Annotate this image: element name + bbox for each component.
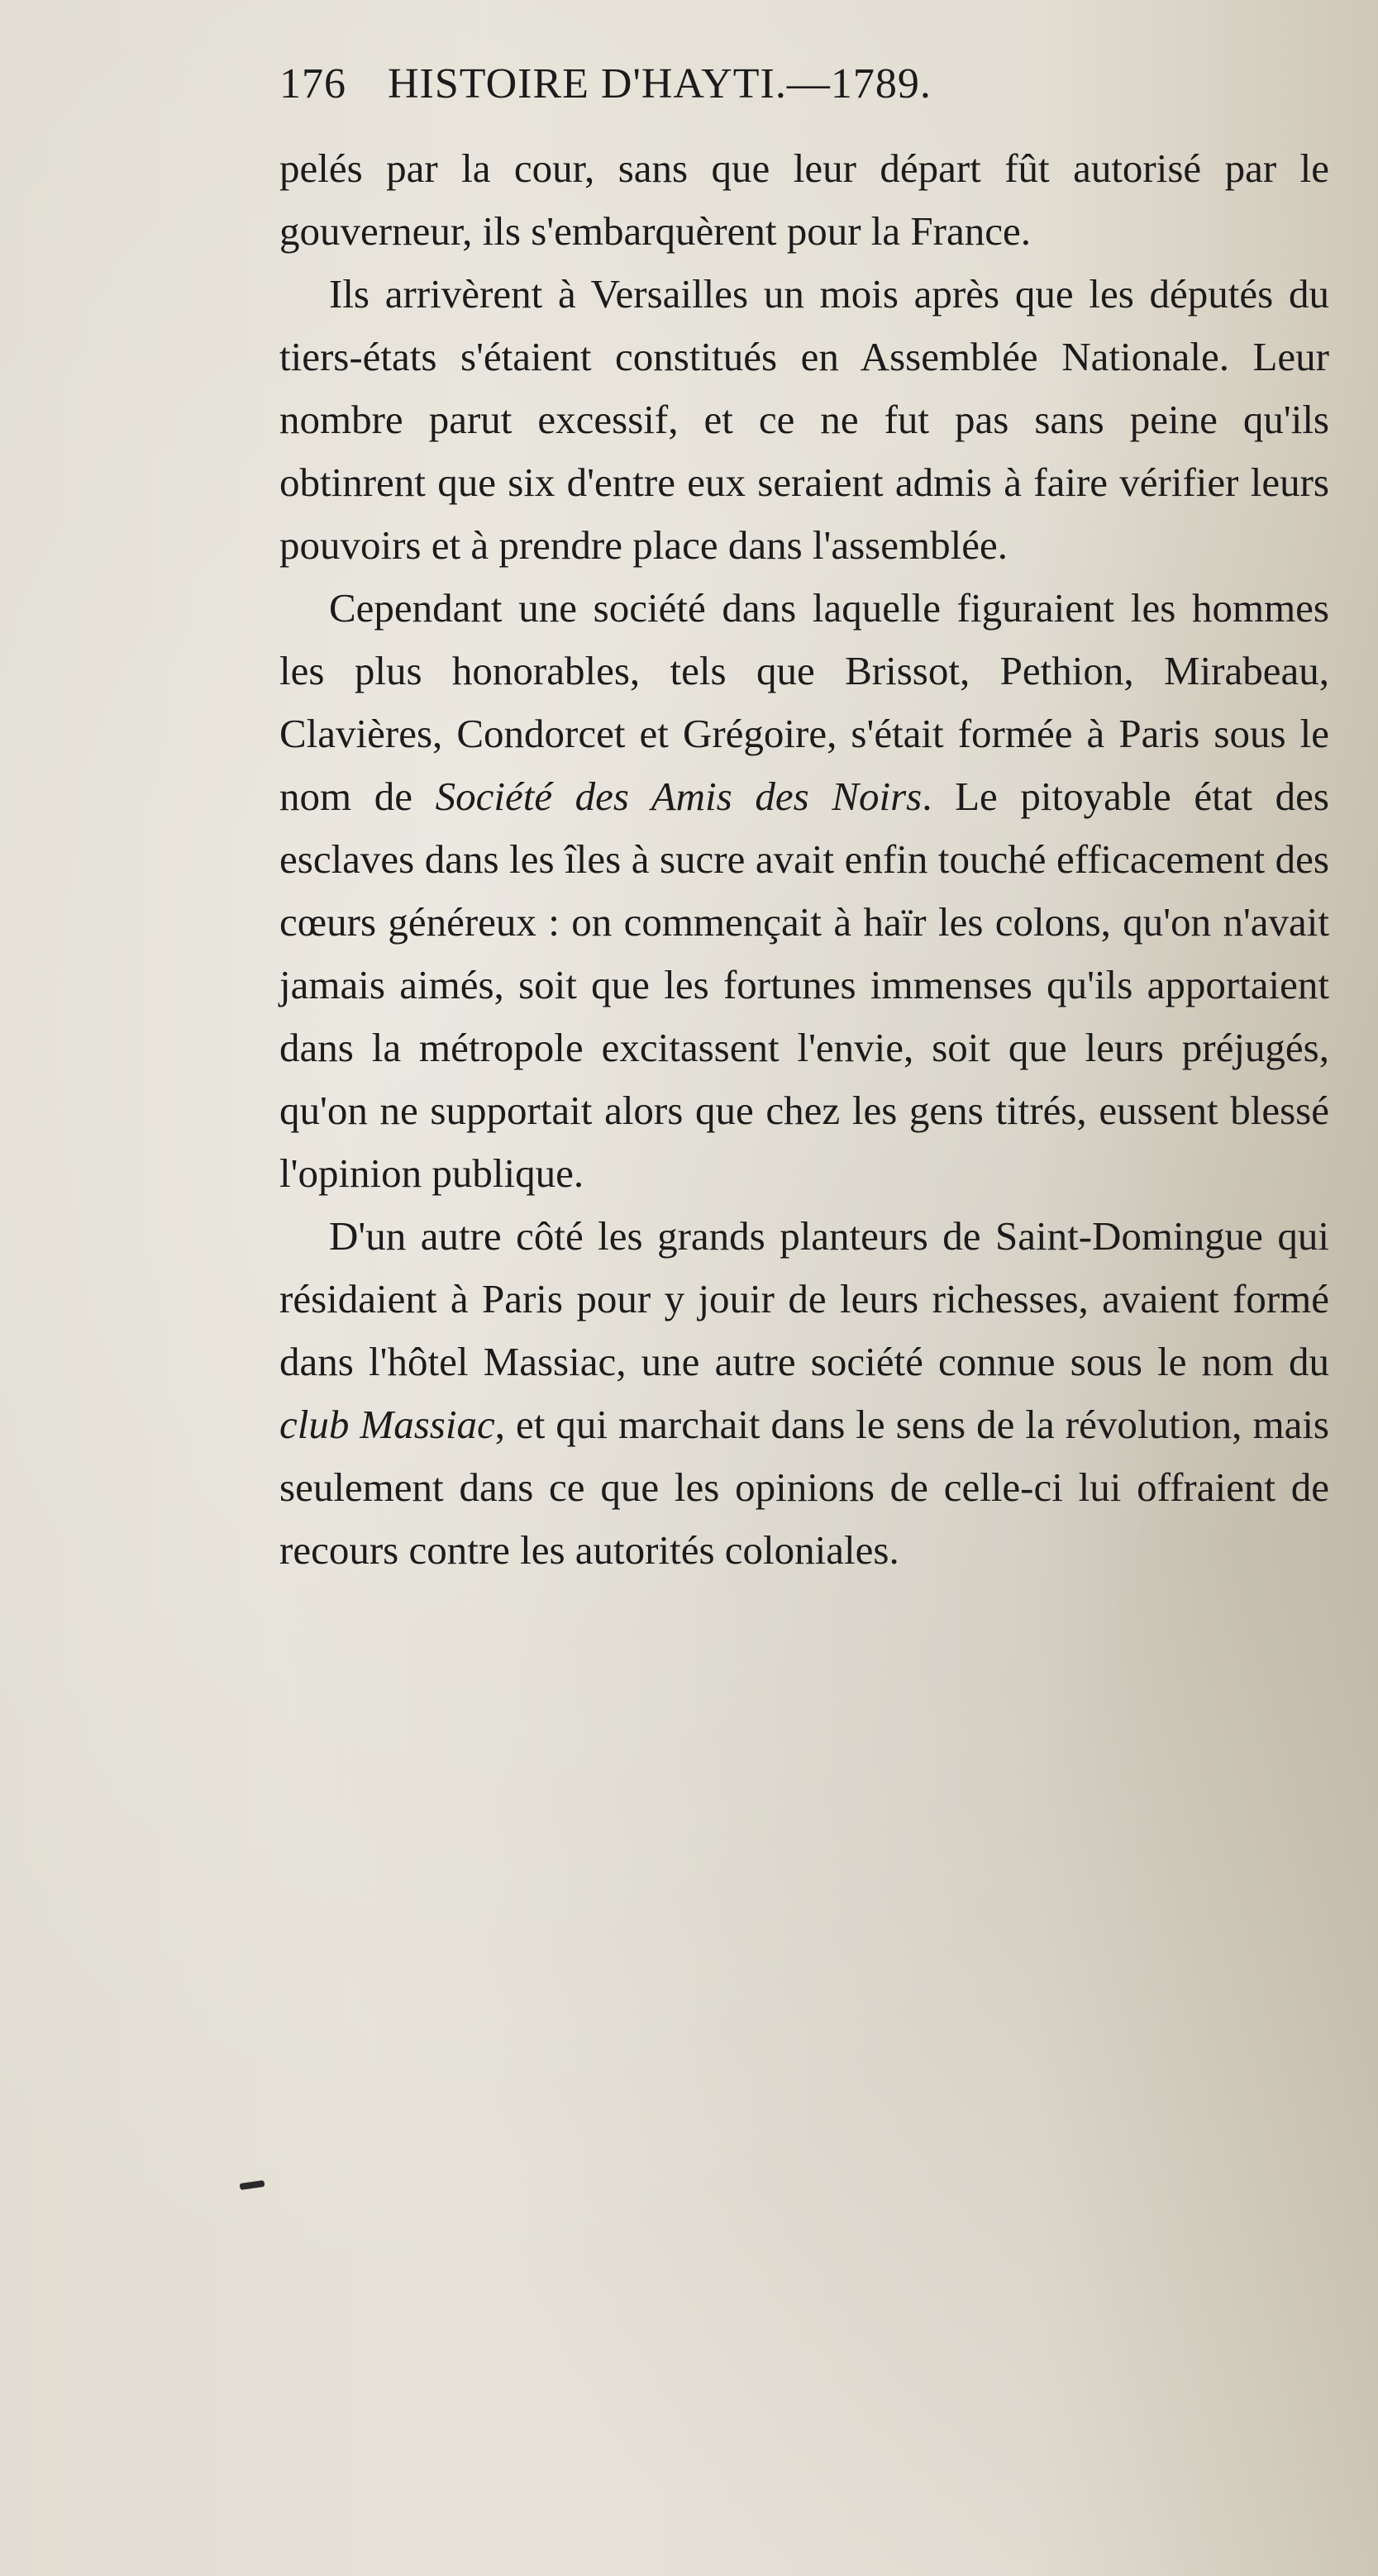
- running-title: HISTOIRE D'HAYTI.—1789.: [388, 60, 932, 107]
- paragraph: [279, 137, 1329, 263]
- paragraph-text: pelés par la cour, sans que leur départ fût autorisé par le gouverneur, ils s'embarquèrent pour la France.: [279, 145, 1329, 254]
- ink-speck: [240, 2180, 265, 2190]
- running-head: [279, 60, 1329, 109]
- paragraph-text: . Le pitoyable état des esclaves dans les îles à sucre avait enfin touché efficacement des cœurs généreux : on commençait à haïr les colons, qu'on n'avait jamais aimés, soit que les fortunes immenses qu'ils apportaient dans la métropole excitassent l'envie, soit que leurs préjugés, qu'on ne supportait alors que chez les gens titrés, eussent blessé l'opinion publique.: [279, 774, 1329, 1196]
- paragraph-text: , et qui marchait dans le sens de la révolution, mais seulement dans ce que les opinions de celle-ci lui offraient de recours contre les autorités coloniales.: [279, 1402, 1329, 1573]
- paragraph-text: D'un autre côté les grands planteurs de Saint-Domingue qui résidaient à Paris pour y jouir de leurs richesses, avaient formé dans l'hôtel Massiac, une autre société connue sous le nom du: [279, 1213, 1329, 1384]
- italic-society-name: Société des Amis des Noirs: [435, 774, 923, 819]
- paragraph: [279, 577, 1329, 1205]
- paragraph-text: Ils arrivèrent à Versailles un mois après que les députés du tiers-états s'étaient constitués en Assemblée Nationale. Leur nombre parut excessif, et ce ne fut pas sans peine qu'ils obtinrent que six d'entre eux seraient admis à faire vérifier leurs pouvoirs et à prendre place dans l'assemblée.: [279, 271, 1329, 568]
- page-number: 176: [279, 60, 346, 107]
- body-text: [279, 137, 1329, 1582]
- italic-club-name: club Massiac: [279, 1402, 495, 1447]
- paragraph: [279, 1205, 1329, 1582]
- paragraph-text: Cependant une société dans laquelle figuraient les hommes les plus honorables, tels que Brissot, Pethion, Mirabeau, Clavières, Condorcet et Grégoire, s'était formée à Paris sous le nom de: [279, 585, 1329, 819]
- paragraph: [279, 263, 1329, 577]
